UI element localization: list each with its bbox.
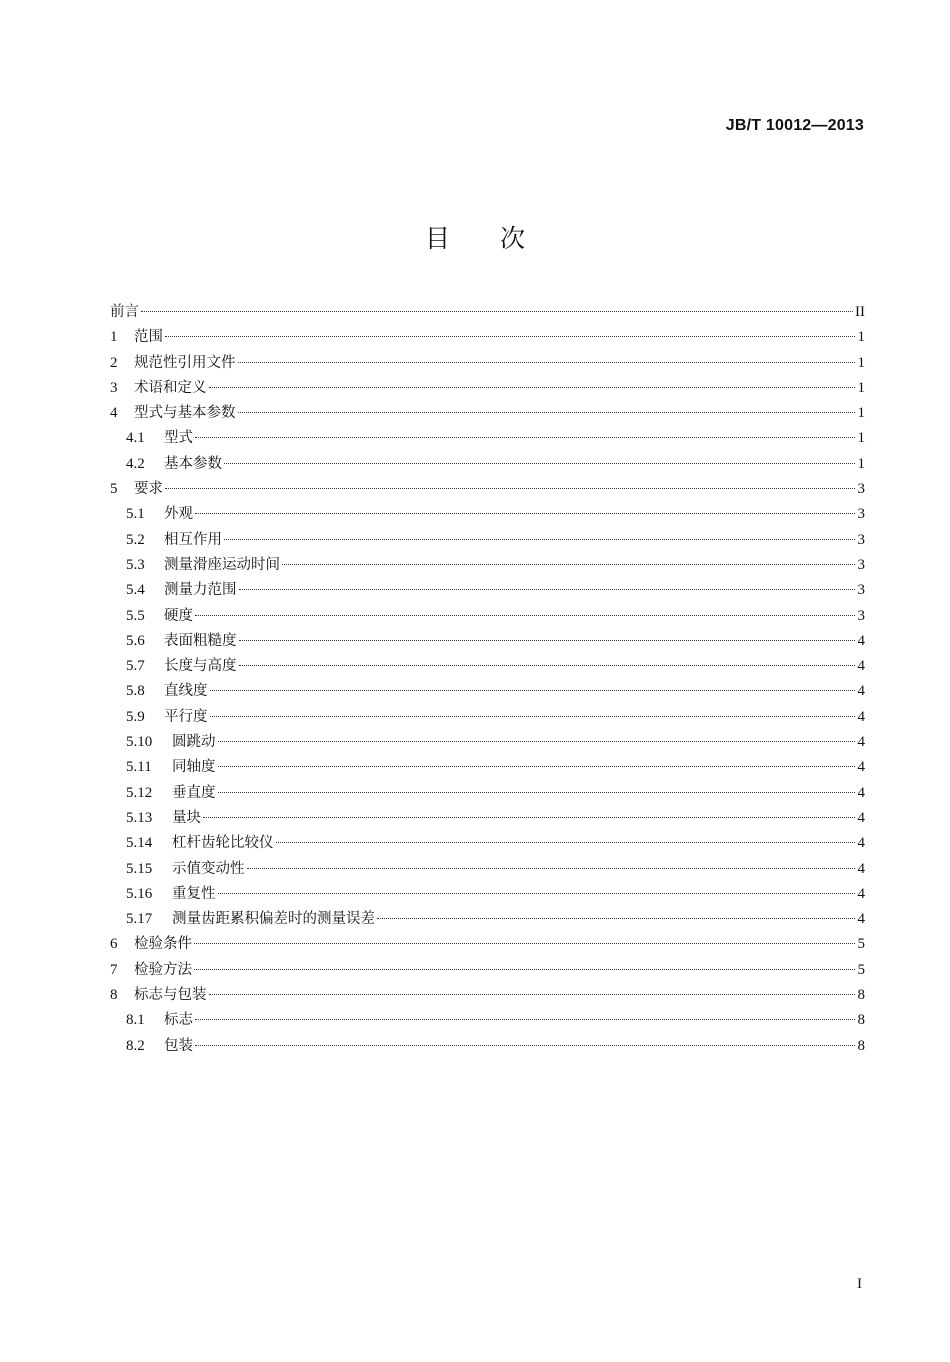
toc-entry-page: 3 xyxy=(857,556,865,573)
toc-entry[interactable] xyxy=(110,629,865,654)
toc-entry[interactable] xyxy=(110,755,865,780)
toc-entry-number: 5.15 xyxy=(126,860,153,877)
toc-entry[interactable] xyxy=(110,376,865,401)
toc-entry-label: 杠杆齿轮比较仪 xyxy=(172,835,274,852)
toc-entry[interactable] xyxy=(110,882,865,907)
toc-entry[interactable] xyxy=(110,1034,865,1059)
toc-entry-number: 5.9 xyxy=(126,708,145,725)
dot-leader xyxy=(239,588,856,590)
title-part-2: 次 xyxy=(500,224,526,253)
toc-entry-page: 8 xyxy=(857,987,865,1004)
toc-entry[interactable] xyxy=(110,325,865,350)
toc-entry-number: 5.17 xyxy=(126,911,153,928)
toc-entry-label: 规范性引用文件 xyxy=(134,354,236,371)
toc-entry[interactable] xyxy=(110,477,865,502)
table-of-contents xyxy=(110,300,865,1059)
toc-entry[interactable] xyxy=(110,705,865,730)
toc-entry-number: 5.13 xyxy=(126,809,153,826)
toc-entry-label: 标志与包装 xyxy=(134,987,207,1004)
toc-entry-number: 5.14 xyxy=(126,835,153,852)
toc-entry-page: 3 xyxy=(857,531,865,548)
toc-entry[interactable] xyxy=(110,528,865,553)
dot-leader xyxy=(195,1044,855,1046)
toc-entry-page: 4 xyxy=(857,784,865,801)
toc-entry-label: 包装 xyxy=(164,1037,193,1054)
dot-leader xyxy=(195,436,855,438)
toc-entry-label: 基本参数 xyxy=(164,455,222,472)
toc-entry[interactable] xyxy=(110,781,865,806)
toc-entry-number: 5 xyxy=(110,481,118,498)
dot-leader xyxy=(194,942,855,944)
toc-entry-page: 3 xyxy=(857,481,865,498)
toc-entry[interactable] xyxy=(110,452,865,477)
toc-entry-page: 4 xyxy=(857,658,865,675)
toc-entry-label: 垂直度 xyxy=(172,784,216,801)
toc-entry[interactable] xyxy=(110,351,865,376)
toc-entry[interactable] xyxy=(110,401,865,426)
toc-entry-page: 4 xyxy=(857,683,865,700)
toc-entry-page: 1 xyxy=(857,329,865,346)
page-number: I xyxy=(857,1276,862,1292)
toc-entry[interactable] xyxy=(110,907,865,932)
toc-entry-number: 5.7 xyxy=(126,658,145,675)
dot-leader xyxy=(203,816,855,818)
dot-leader xyxy=(377,917,855,919)
dot-leader xyxy=(239,639,856,641)
toc-entry-label: 测量齿距累积偏差时的测量误差 xyxy=(172,911,375,928)
dot-leader xyxy=(218,892,856,894)
toc-entry-number: 4 xyxy=(110,405,118,422)
toc-entry-number: 5.3 xyxy=(126,556,145,573)
dot-leader xyxy=(194,968,855,970)
toc-entry[interactable] xyxy=(110,831,865,856)
dot-leader xyxy=(218,791,856,793)
toc-entry-page: 4 xyxy=(857,632,865,649)
dot-leader xyxy=(195,512,855,514)
toc-entry-label: 检验条件 xyxy=(134,936,192,953)
dot-leader xyxy=(276,841,856,843)
dot-leader xyxy=(238,361,856,363)
toc-entry-number: 1 xyxy=(110,329,118,346)
toc-entry-page: 8 xyxy=(857,1012,865,1029)
toc-entry-page: 4 xyxy=(857,759,865,776)
toc-entry[interactable] xyxy=(110,958,865,983)
dot-leader xyxy=(218,765,856,767)
toc-entry-label: 长度与高度 xyxy=(164,658,237,675)
toc-entry-page: II xyxy=(855,304,865,320)
toc-entry-number: 8 xyxy=(110,987,118,1004)
toc-entry-label: 硬度 xyxy=(164,607,193,624)
toc-entry-label: 圆跳动 xyxy=(172,734,216,751)
toc-entry-label: 前言 xyxy=(110,304,139,320)
toc-entry-page: 3 xyxy=(857,582,865,599)
toc-entry-label: 术语和定义 xyxy=(134,379,207,396)
dot-leader xyxy=(247,867,856,869)
toc-entry-label: 范围 xyxy=(134,329,163,346)
toc-entry[interactable] xyxy=(110,502,865,527)
toc-entry-label: 相互作用 xyxy=(164,531,222,548)
toc-entry-page: 4 xyxy=(857,809,865,826)
page-title xyxy=(0,219,950,255)
toc-entry[interactable] xyxy=(110,654,865,679)
dot-leader xyxy=(141,310,853,312)
toc-entry[interactable] xyxy=(110,679,865,704)
dot-leader xyxy=(165,335,855,337)
dot-leader xyxy=(282,563,855,565)
toc-entry-page: 1 xyxy=(857,405,865,422)
dot-leader xyxy=(239,664,856,666)
dot-leader xyxy=(209,993,856,995)
dot-leader xyxy=(210,715,856,717)
toc-entry-number: 5.1 xyxy=(126,506,145,523)
toc-entry-number: 5.10 xyxy=(126,734,153,751)
toc-entry[interactable] xyxy=(110,300,865,325)
toc-entry-page: 1 xyxy=(857,379,865,396)
toc-entry-number: 2 xyxy=(110,354,118,371)
toc-entry-label: 型式 xyxy=(164,430,193,447)
toc-entry-page: 4 xyxy=(857,911,865,928)
toc-entry-number: 5.6 xyxy=(126,632,145,649)
toc-entry-number: 8.1 xyxy=(126,1012,145,1029)
dot-leader xyxy=(165,487,855,489)
dot-leader xyxy=(224,462,855,464)
toc-entry[interactable] xyxy=(110,426,865,451)
toc-entry-label: 测量力范围 xyxy=(164,582,237,599)
dot-leader xyxy=(218,740,856,742)
toc-entry[interactable] xyxy=(110,932,865,957)
toc-entry-number: 5.16 xyxy=(126,885,153,902)
toc-entry-number: 5.4 xyxy=(126,582,145,599)
toc-entry-number: 5.11 xyxy=(126,759,152,776)
toc-entry-label: 量块 xyxy=(172,809,201,826)
toc-entry-page: 4 xyxy=(857,708,865,725)
toc-entry-label: 表面粗糙度 xyxy=(164,632,237,649)
standard-code: JB/T 10012—2013 xyxy=(725,117,864,134)
toc-entry-label: 示值变动性 xyxy=(172,860,245,877)
toc-entry-page: 3 xyxy=(857,607,865,624)
toc-entry-page: 4 xyxy=(857,835,865,852)
toc-entry-label: 测量滑座运动时间 xyxy=(164,556,280,573)
toc-entry-label: 同轴度 xyxy=(172,759,216,776)
toc-entry-page: 8 xyxy=(857,1037,865,1054)
toc-entry-number: 5.8 xyxy=(126,683,145,700)
toc-entry[interactable] xyxy=(110,604,865,629)
toc-entry-number: 5.12 xyxy=(126,784,153,801)
toc-entry-page: 1 xyxy=(857,430,865,447)
dot-leader xyxy=(238,411,856,413)
title-part-1: 目 xyxy=(424,224,450,253)
toc-entry-page: 5 xyxy=(857,961,865,978)
toc-entry-number: 7 xyxy=(110,961,118,978)
toc-entry-page: 1 xyxy=(857,455,865,472)
toc-entry-page: 4 xyxy=(857,860,865,877)
toc-entry-page: 3 xyxy=(857,506,865,523)
dot-leader xyxy=(195,614,855,616)
toc-entry-number: 4.1 xyxy=(126,430,145,447)
toc-entry-label: 外观 xyxy=(164,506,193,523)
toc-entry-page: 1 xyxy=(857,354,865,371)
toc-entry-number: 3 xyxy=(110,379,118,396)
toc-entry-number: 4.2 xyxy=(126,455,145,472)
toc-entry-page: 5 xyxy=(857,936,865,953)
toc-entry-label: 直线度 xyxy=(164,683,208,700)
toc-entry[interactable] xyxy=(110,806,865,831)
toc-entry-number: 8.2 xyxy=(126,1037,145,1054)
toc-entry-label: 型式与基本参数 xyxy=(134,405,236,422)
dot-leader xyxy=(209,386,856,388)
dot-leader xyxy=(195,1018,855,1020)
dot-leader xyxy=(224,538,855,540)
toc-entry[interactable] xyxy=(110,1008,865,1033)
toc-entry-page: 4 xyxy=(857,734,865,751)
toc-entry[interactable] xyxy=(110,578,865,603)
toc-entry-number: 6 xyxy=(110,936,118,953)
toc-entry[interactable] xyxy=(110,553,865,578)
toc-entry[interactable] xyxy=(110,983,865,1008)
toc-entry[interactable] xyxy=(110,730,865,755)
toc-entry-page: 4 xyxy=(857,885,865,902)
toc-entry-number: 5.5 xyxy=(126,607,145,624)
toc-entry-label: 平行度 xyxy=(164,708,208,725)
toc-entry-label: 检验方法 xyxy=(134,961,192,978)
toc-entry-label: 标志 xyxy=(164,1012,193,1029)
toc-entry-number: 5.2 xyxy=(126,531,145,548)
toc-entry-label: 要求 xyxy=(134,481,163,498)
toc-entry[interactable] xyxy=(110,857,865,882)
toc-entry-label: 重复性 xyxy=(172,885,216,902)
dot-leader xyxy=(210,689,856,691)
